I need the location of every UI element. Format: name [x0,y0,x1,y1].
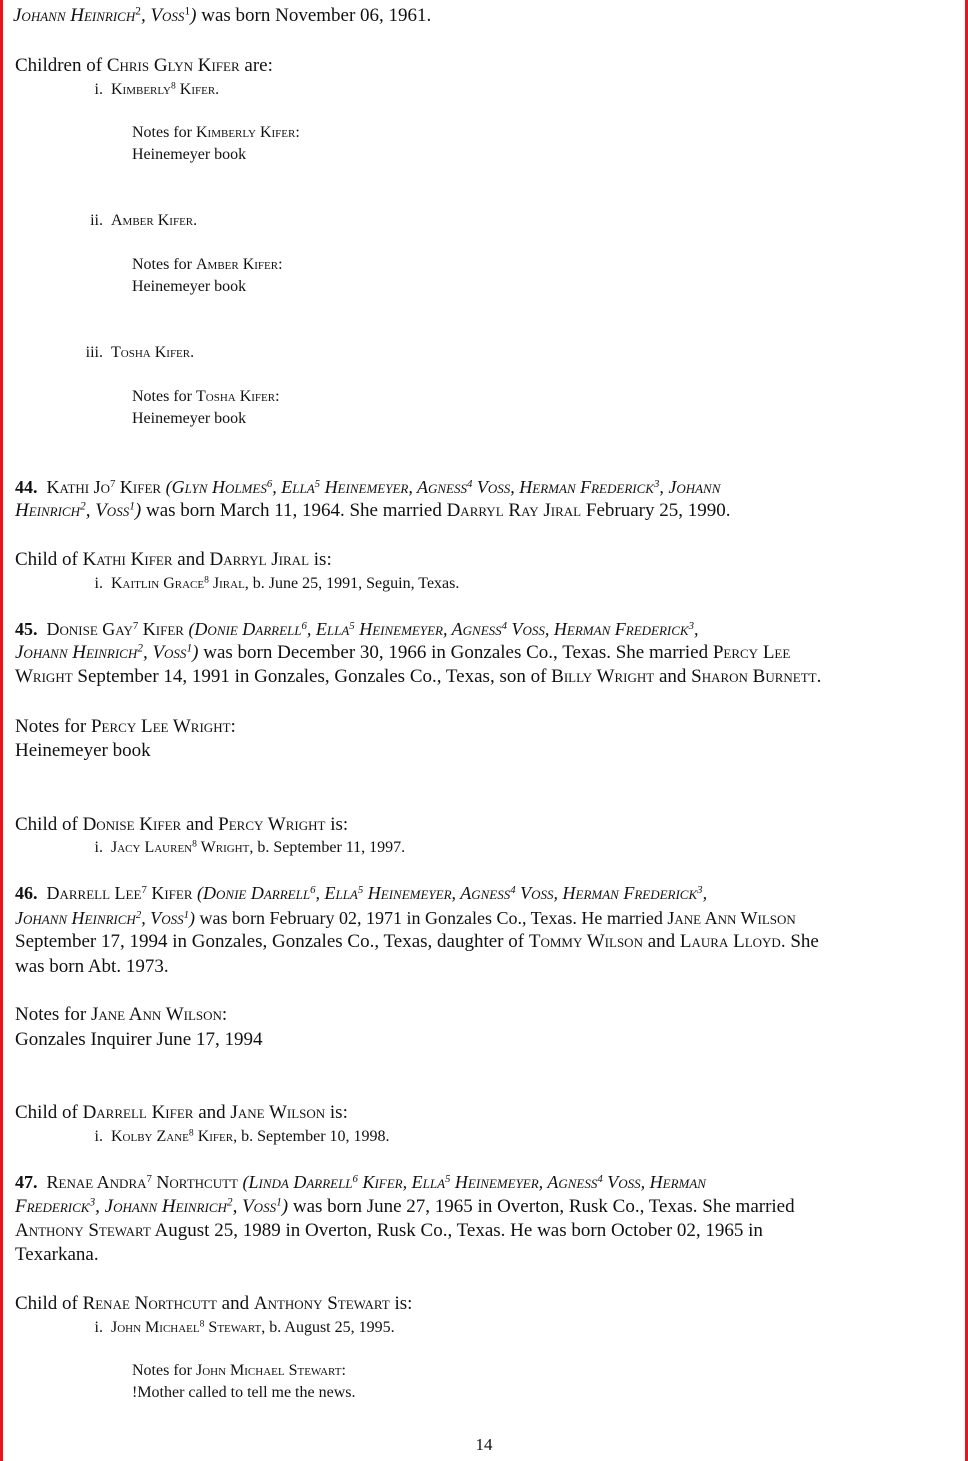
entry-number: 47. [15,1172,38,1192]
ancestry: , Ella [272,477,315,497]
generation-number: 3 [653,478,660,491]
generation-number: 5 [445,1173,451,1186]
paren: ) [134,500,142,521]
generation-number: 6 [266,478,273,491]
birth-text: was born December 30, 1966 in Gonzales Co., Texas. She married [198,642,713,663]
generation-number: 2 [135,909,142,922]
child-number: i. [94,839,103,856]
parent-name: Kathi Kifer [82,549,173,570]
marriage-text: September 17, 1994 in Gonzales, Gonzales Co., Texas, daughter of [15,931,529,952]
heading-text: Child of [15,1102,83,1123]
heading-text: and [216,1293,254,1314]
text: . She [780,931,819,952]
notes-label [132,387,280,407]
parent-name: Jane Wilson [230,1102,326,1123]
entry-47-line-2 [15,1196,795,1218]
person-surname: Kifer [146,883,198,903]
generation-number: 3 [89,1196,96,1209]
mother-name: Laura Lloyd [679,931,781,952]
ancestry: Johann Heinrich [15,642,138,663]
child-number: i. [94,81,103,98]
ancestry: , [693,619,699,639]
generation-number: 5 [349,620,355,633]
person-surname: Kifer [138,619,189,639]
generation-number: 5 [357,884,364,897]
generation-number: 7 [132,620,139,633]
generation-number: 4 [467,478,473,491]
ancestry: Heinemeyer, Agness [363,883,511,903]
generation-number: 7 [141,884,147,897]
entry-46-line-1 [15,882,707,904]
generation-number: 7 [110,478,116,491]
child-name: John Michael [111,1319,200,1336]
entry-45-line-2 [15,642,790,664]
generation-number: 2 [80,500,86,513]
paren: ) [192,642,199,663]
ancestry: Frederick [15,1196,90,1217]
entry-number: 44. [15,477,38,497]
person-name: Kathi Jo [46,477,110,497]
generation-number: 1 [276,1196,282,1209]
ancestry: , Voss [232,1196,277,1217]
entry-45-line-1 [15,618,698,640]
generation-number: 5 [314,478,321,491]
generation-number: 2 [137,642,143,655]
parent-name: Anthony Stewart [253,1293,390,1314]
heading-text: Child of [15,814,83,835]
notes-text: Notes for [132,256,196,273]
birth-text: was born November 06, 1961. [196,5,432,26]
person-name: Donise Gay [46,619,133,639]
child-surname: Stewart [204,1319,262,1336]
spouse-name: Anthony Stewart [15,1220,151,1241]
ancestry: (Linda Darrell [242,1172,353,1192]
ancestry: Voss, Herman Frederick [472,477,654,497]
generation-number: 8 [199,1318,205,1330]
ancestry: , Voss [141,908,184,928]
birth-text: was born June 27, 1965 in Overton, Rusk Co., Texas. She married [288,1196,795,1217]
heading-text: are: [239,55,273,76]
ancestry: Voss, Herman Frederick [515,883,698,903]
heading-text: and [193,1102,231,1123]
notes-text: Notes for [132,124,196,141]
note-text: Heinemeyer book [132,278,247,295]
heading-text: is: [325,814,349,835]
notes-text: : [221,1004,228,1025]
generation-number: 1 [186,642,193,655]
child-entry [73,343,194,363]
person-surname: Kifer [115,477,166,497]
child-surname: Kifer [193,1128,234,1145]
child-entry [73,574,459,594]
mother-name: Sharon Burnett [691,666,817,687]
child-info: , b. August 25, 1995. [261,1319,395,1336]
entry-number: 45. [15,619,38,639]
heading-text: Child of [15,1293,83,1314]
generation-number: 6 [310,884,316,897]
notes-text: : [341,1362,346,1379]
child-heading [15,1293,412,1315]
notes-name: Kimberly Kifer [195,124,296,141]
child-entry [73,838,405,858]
ancestry: Kifer, Ella [357,1172,446,1192]
ancestry: , Voss [142,642,187,663]
ancestry: (Glyn Holmes [165,477,267,497]
parent-name: Darryl Jiral [209,549,310,570]
child-info: , b. June 25, 1991, Seguin, Texas. [244,575,460,592]
entry-45-line-3 [15,666,821,688]
notes-label [15,716,236,738]
ancestry: (Donie Darrell [197,883,311,903]
father-name: Billy Wright [551,666,655,687]
page-number: 14 [475,1435,493,1454]
notes-text: : [275,388,280,405]
generation-number: 1 [184,5,191,18]
heading-text: Child of [15,549,83,570]
notes-text: Notes for [132,1362,196,1379]
heading-text: is: [389,1293,413,1314]
ancestry: , Voss [85,500,130,521]
notes-text: Notes for [15,1004,91,1025]
spouse-name: Darryl Ray Jiral [446,500,582,521]
ancestry: Heinemeyer, Agness [450,1172,598,1192]
notes-text: : [278,256,283,273]
generation-number: 6 [352,1173,358,1186]
child-heading [15,814,348,836]
child-info: , b. September 10, 1998. [233,1128,390,1145]
ancestry: Heinemeyer, Agness [320,477,467,497]
ancestry: Voss, Herman Frederick [507,619,689,639]
generation-number: 6 [301,620,307,633]
continued-entry-line [13,5,431,27]
ancestry: , Ella [306,619,350,639]
ancestor-name: , Voss [140,5,185,26]
child-surname: Kifer. [175,81,220,98]
notes-text: Notes for [132,388,196,405]
heading-text: is: [325,1102,348,1123]
text: and [654,666,692,687]
child-surname: Jiral [208,575,245,592]
text: . [816,666,822,687]
generation-number: 4 [510,884,516,897]
child-number: iii. [85,344,103,361]
parent-name: Renae Northcutt [82,1293,217,1314]
heading-text: and [181,814,219,835]
notes-label [132,123,300,143]
ancestry: Voss, Herman [602,1172,706,1192]
generation-number: 4 [501,620,508,633]
entry-46-line-2 [15,907,796,929]
marriage-text: September 14, 1991 in Gonzales, Gonzales Co., Texas, son of [72,666,552,687]
children-heading [15,55,273,77]
child-number: i. [94,1128,103,1145]
entry-47-line-4: Texarkana. [15,1244,99,1265]
heading-text: is: [309,549,332,570]
child-name: Kimberly [111,81,171,98]
notes-name: Percy Lee Wright [90,716,231,737]
child-surname: Wright [196,839,250,856]
person-surname: Northcutt [151,1172,243,1192]
child-name: Kolby Zane [111,1128,189,1145]
paren: ) [190,5,197,26]
paren: ) [281,1196,289,1217]
marriage-text: August 25, 1989 in Overton, Rusk Co., Texas. He was born October 02, 1965 in [150,1220,763,1241]
notes-name: Amber Kifer [195,256,279,273]
generation-number: 2 [135,5,141,18]
ancestry: Johann Heinrich [15,908,136,928]
ancestry: , [702,883,708,903]
entry-number: 46. [15,883,38,903]
birth-text: was born March 11, 1964. She married [141,500,447,521]
ancestry: Heinemeyer, Agness [354,619,502,639]
generation-number: 8 [204,574,209,586]
child-number: i. [94,575,103,592]
spouse-name: Jane Ann Wilson [667,908,796,928]
ancestry: , Johann Heinrich [95,1196,227,1217]
child-entry [73,1318,395,1338]
note-text: Heinemeyer book [132,410,247,427]
notes-name: Jane Ann Wilson [90,1004,222,1025]
notes-label [132,1361,346,1381]
person-name: Renae Andra [46,1172,147,1192]
ancestor-name: Johann Heinrich [13,5,136,26]
father-name: Tommy Wilson [528,931,643,952]
notes-name: Tosha Kifer [195,388,276,405]
ancestry: (Donie Darrell [188,619,302,639]
generation-number: 8 [170,80,176,92]
marriage-text: February 25, 1990. [581,500,731,521]
child-number: i. [94,1319,103,1336]
child-name: Tosha Kifer. [111,344,195,361]
ancestry: Heinrich [15,500,80,521]
child-entry [73,211,197,231]
parent-name: Chris Glyn Kifer [106,55,240,76]
notes-text: : [295,124,300,141]
spouse-name: Percy Lee [712,642,791,663]
generation-number: 1 [183,909,190,922]
paren: ) [189,908,196,928]
notes-text: : [230,716,236,737]
child-name: Jacy Lauren [111,839,193,856]
entry-44-line-1 [15,476,720,498]
note-text: Heinemeyer book [15,740,151,761]
birth-text: was born February 02, 1971 in Gonzales Co., Texas. He married [195,908,668,928]
entry-46-line-3 [15,931,819,953]
generation-number: 8 [188,1127,194,1139]
child-number: ii. [90,212,103,229]
notes-label [15,1004,227,1026]
heading-text: Children of [15,55,107,76]
generation-number: 2 [226,1196,233,1209]
generation-number: 8 [192,838,197,850]
generation-number: 3 [697,884,703,897]
entry-47-line-1 [15,1171,706,1193]
entry-44-line-2 [15,500,730,522]
child-entry [73,1127,390,1147]
notes-label [132,255,283,275]
notes-text: Notes for [15,716,91,737]
child-heading [15,549,332,571]
spouse-name: Wright [15,666,73,687]
note-text: Gonzales Inquirer June 17, 1994 [15,1029,263,1050]
generation-number: 4 [597,1173,603,1186]
child-heading [15,1102,348,1124]
note-text: Heinemeyer book [132,146,247,163]
parent-name: Darrell Kifer [82,1102,194,1123]
entry-46-line-4: was born Abt. 1973. [15,956,169,977]
entry-47-line-3 [15,1220,763,1242]
generation-number: 3 [688,620,694,633]
note-text: !Mother called to tell me the news. [132,1384,356,1401]
notes-name: John Michael Stewart [195,1362,342,1379]
generation-number: 1 [129,500,135,513]
child-name: Kaitlin Grace [111,575,205,592]
text: and [642,931,680,952]
heading-text: and [172,549,210,570]
parent-name: Percy Wright [218,814,326,835]
child-name: Amber Kifer. [111,212,198,229]
generation-number: 7 [146,1173,152,1186]
child-info: , b. September 11, 1997. [249,839,406,856]
ancestry: , Johann [659,477,721,497]
person-name: Darrell Lee [46,883,142,903]
child-entry [73,80,219,100]
parent-name: Donise Kifer [82,814,182,835]
ancestry: , Ella [315,883,358,903]
